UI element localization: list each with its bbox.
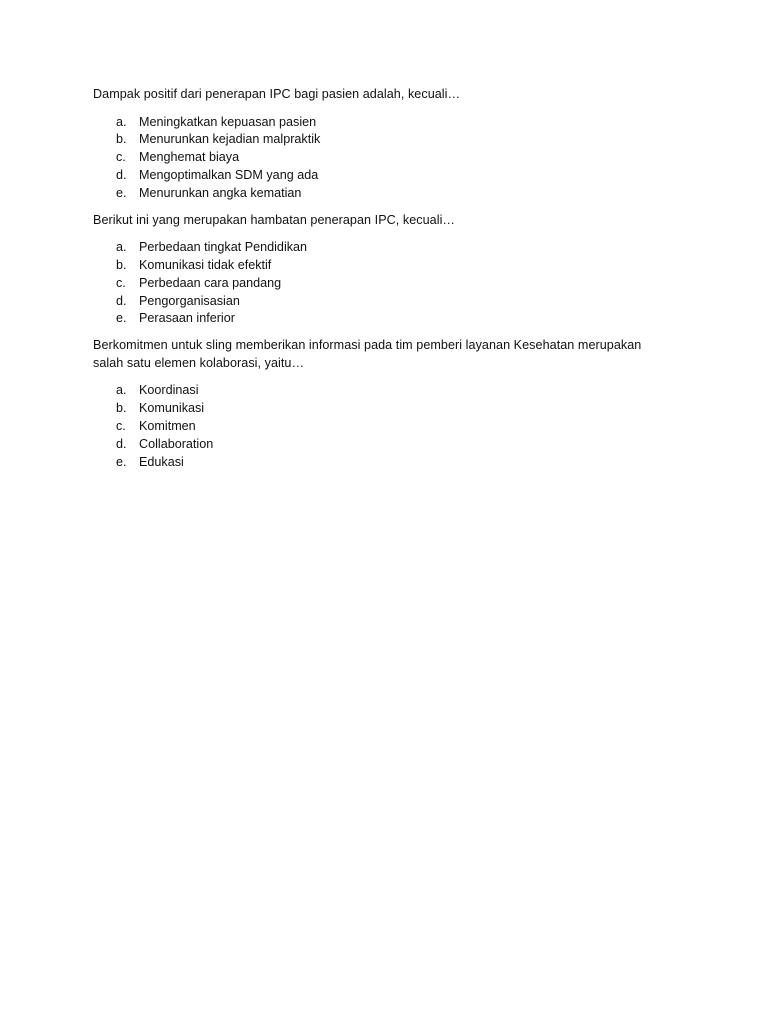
option-letter: d.: [116, 436, 127, 451]
option-text: Komitmen: [139, 418, 196, 433]
option-text: Pengorganisasian: [139, 293, 240, 308]
option-text: Koordinasi: [139, 383, 199, 398]
option-2a: [93, 239, 673, 257]
option-text: Komunikasi tidak efektif: [139, 257, 272, 272]
option-letter: b.: [116, 257, 127, 272]
option-text: Perasaan inferior: [139, 311, 235, 326]
option-1e: [93, 185, 673, 203]
option-3e: [93, 454, 673, 472]
question-1: Dampak positif dari penerapan IPC bagi pasien adalah, kecuali…: [93, 87, 461, 101]
option-letter: a.: [116, 383, 127, 398]
option-2e: [93, 310, 673, 328]
option-text: Komunikasi: [139, 401, 205, 416]
option-3c: [93, 418, 673, 436]
option-letter: a.: [116, 114, 127, 129]
question-1-options: [93, 114, 673, 203]
option-1a: [93, 114, 673, 132]
option-text: Perbedaan cara pandang: [139, 275, 282, 290]
option-1c: [93, 149, 673, 167]
option-2b: [93, 257, 673, 275]
option-letter: a.: [116, 240, 127, 255]
option-3b: [93, 400, 673, 418]
option-1b: [93, 131, 673, 149]
option-text: Perbedaan tingkat Pendidikan: [139, 240, 308, 255]
option-2d: [93, 293, 673, 311]
option-letter: c.: [116, 275, 126, 290]
option-letter: e.: [116, 311, 127, 326]
document-body: [93, 86, 673, 480]
question-2: Berikut ini yang merupakan hambatan penerapan IPC, kecuali…: [93, 212, 456, 227]
option-letter: d.: [116, 293, 127, 308]
option-letter: e.: [116, 454, 127, 469]
option-text: Menurunkan angka kematian: [139, 185, 302, 200]
option-letter: c.: [116, 150, 126, 165]
question-3: Berkomitmen untuk sling memberikan informasi pada tim pemberi layanan Kesehatan merupakan salah satu elemen kolaborasi, yaitu…: [93, 338, 642, 370]
option-1d: [93, 167, 673, 185]
option-2c: [93, 275, 673, 293]
question-3-options: [93, 382, 673, 471]
option-letter: c.: [116, 418, 126, 433]
question-2-options: [93, 239, 673, 328]
option-3a: [93, 382, 673, 400]
option-letter: e.: [116, 185, 127, 200]
option-letter: b.: [116, 132, 127, 147]
option-letter: d.: [116, 167, 127, 182]
option-letter: b.: [116, 401, 127, 416]
option-text: Menghemat biaya: [139, 150, 240, 165]
option-text: Meningkatkan kepuasan pasien: [139, 114, 317, 129]
option-text: Edukasi: [139, 454, 184, 469]
option-text: Collaboration: [139, 436, 214, 451]
option-text: Menurunkan kejadian malpraktik: [139, 132, 321, 147]
option-3d: [93, 436, 673, 454]
option-text: Mengoptimalkan SDM yang ada: [139, 167, 319, 182]
